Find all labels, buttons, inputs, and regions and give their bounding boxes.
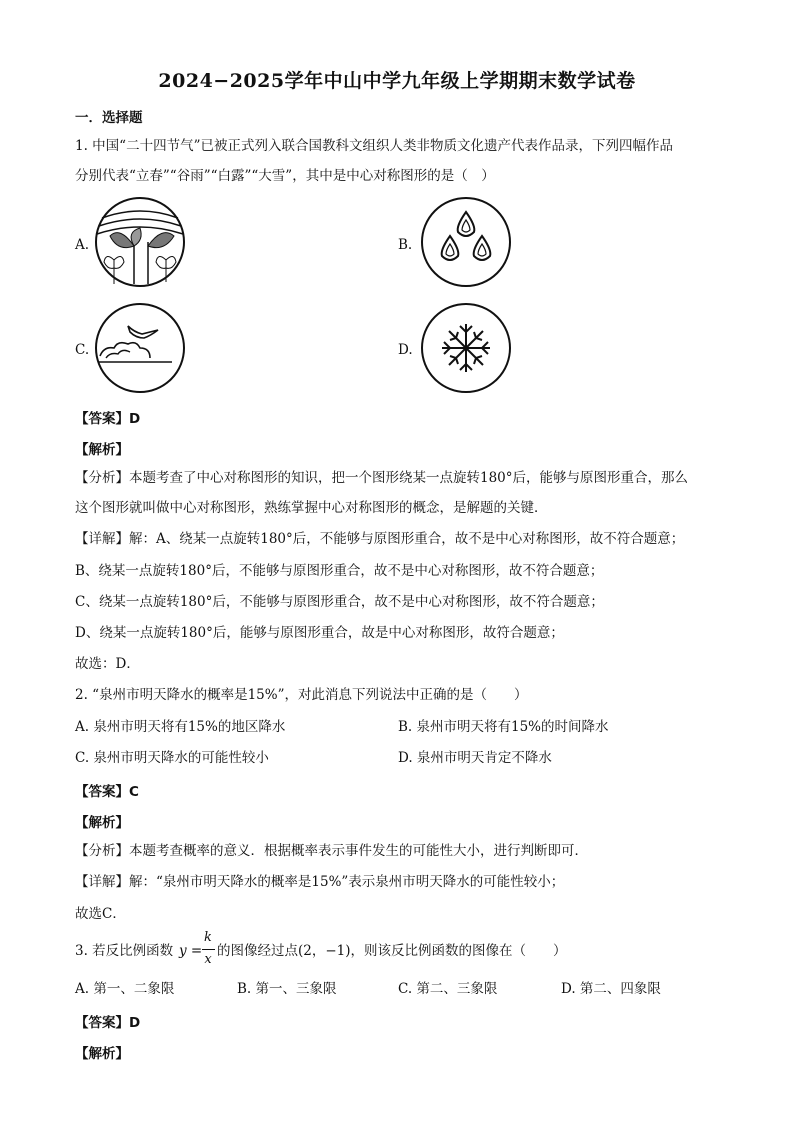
q3-stem-prefix: 3. 若反比例函数 — [75, 943, 174, 959]
q1-detail-c: C、绕某一点旋转180°后，不能够与原图形重合，故不是中心对称图形，故不符合题意； — [75, 594, 604, 610]
q1-option-b-label: B. — [398, 237, 413, 253]
q3-option-b: B. 第一、三象限 — [237, 981, 337, 997]
q3-jiexi: 【解析】 — [75, 1046, 129, 1062]
lichun-figure — [94, 196, 186, 288]
q3-option-c: C. 第二、三象限 — [398, 981, 498, 997]
daxue-snowflake-figure — [420, 302, 512, 394]
q3-option-a: A. 第一、二象限 — [75, 981, 175, 997]
page-title: 2024−2025学年中山中学九年级上学期期末数学试卷 — [158, 70, 636, 92]
q2-option-a: A. 泉州市明天将有15%的地区降水 — [75, 719, 286, 735]
q3-fraction-denominator: x — [204, 952, 212, 967]
q3-fraction-numerator: k — [204, 930, 212, 945]
q1-analysis-line1: 【分析】本题考查了中心对称图形的知识，把一个图形绕某一点旋转180°后，能够与原图形重合，那么 — [75, 470, 689, 486]
q1-option-a-label: A. — [75, 237, 90, 253]
q1-conclusion: 故选：D． — [75, 656, 140, 672]
q3-function-lhs: y = — [179, 943, 203, 959]
q1-detail-a: 【详解】解：A、绕某一点旋转180°后，不能够与原图形重合，故不是中心对称图形，故不符合题意； — [75, 531, 685, 547]
q1-answer: 【答案】D — [75, 411, 141, 427]
q1-detail-b: B、绕某一点旋转180°后，不能够与原图形重合，故不是中心对称图形，故不符合题意； — [75, 563, 604, 579]
q1-detail-d: D、绕某一点旋转180°后，能够与原图形重合，故是中心对称图形，故符合题意； — [75, 625, 564, 641]
q2-conclusion: 故选C． — [75, 906, 126, 922]
q1-option-c-label: C. — [75, 342, 90, 358]
q1-jiexi: 【解析】 — [75, 442, 129, 458]
q2-option-b: B. 泉州市明天将有15%的时间降水 — [398, 719, 609, 735]
q2-answer: 【答案】C — [75, 784, 139, 800]
q3-answer: 【答案】D — [75, 1015, 141, 1031]
q3-fraction-bar — [202, 949, 215, 950]
q2-detail: 【详解】解：“泉州市明天降水的概率是15%”表示泉州市明天降水的可能性较小； — [75, 874, 565, 890]
q1-analysis-line2: 这个图形就叫做中心对称图形，熟练掌握中心对称图形的概念，是解题的关键． — [75, 500, 548, 516]
q3-option-d: D. 第二、四象限 — [561, 981, 661, 997]
q2-analysis: 【分析】本题考查概率的意义．根据概率表示事件发生的可能性大小，进行判断即可． — [75, 843, 588, 859]
bailu-figure — [94, 302, 186, 394]
q2-jiexi: 【解析】 — [75, 815, 129, 831]
q3-stem-suffix: 的图像经过点(2，−1)，则该反比例函数的图像在（ ） — [217, 943, 567, 959]
guyu-figure — [420, 196, 512, 288]
q1-stem-line1: 1. 中国“二十四节气”已被正式列入联合国教科文组织人类非物质文化遗产代表作品录，下列四幅作品 — [75, 138, 673, 154]
q1-stem-line2: 分别代表“立春”“谷雨”“白露”“大雪”，其中是中心对称图形的是（ ） — [75, 168, 495, 184]
q1-option-d-label: D. — [398, 342, 413, 358]
section-heading: 一．选择题 — [75, 110, 143, 126]
q2-stem: 2. “泉州市明天降水的概率是15%”，对此消息下列说法中正确的是（ ） — [75, 687, 528, 703]
q2-option-d: D. 泉州市明天肯定不降水 — [398, 750, 552, 766]
q2-option-c: C. 泉州市明天降水的可能性较小 — [75, 750, 269, 766]
